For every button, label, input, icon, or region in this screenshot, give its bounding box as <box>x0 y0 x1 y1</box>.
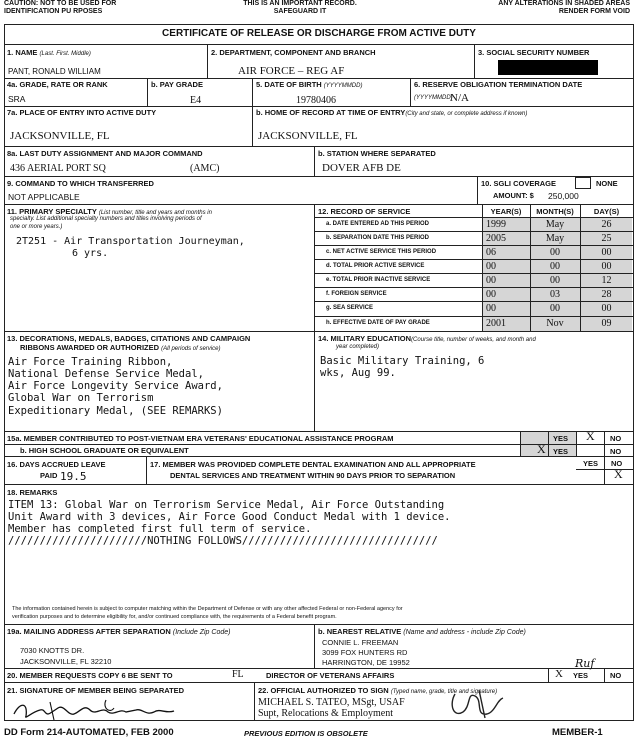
veap-label: 15a. MEMBER CONTRIBUTED TO POST-VIETNAM ERA VETERANS' EDUCATIONAL ASSISTANCE PROGRAM <box>7 434 394 443</box>
ssn-label: 3. SOCIAL SECURITY NUMBER <box>478 48 590 57</box>
official-signature-image <box>445 688 525 720</box>
record-row-year: 00 <box>486 275 496 286</box>
primary-specialty-label: 11. PRIMARY SPECIALTY (List number, title and years and months in <box>7 207 212 216</box>
station-separated-label: b. STATION WHERE SEPARATED <box>318 149 436 158</box>
military-education-line-2: wks, Aug 99. <box>320 367 396 379</box>
record-col-day: DAY(S) <box>593 207 620 216</box>
decoration-line-2: National Defense Service Medal, <box>8 368 204 380</box>
pay-grade-label: b. PAY GRADE <box>151 80 203 89</box>
station-separated-value: DOVER AFB DE <box>322 162 401 174</box>
sgli-none-label: NONE <box>596 179 618 188</box>
command-transferred-value: NOT APPLICABLE <box>8 192 80 202</box>
record-row-year: 00 <box>486 289 496 300</box>
nearest-relative-line-1: CONNIE L. FREEMAN <box>322 638 399 647</box>
command-transferred-label: 9. COMMAND TO WHICH TRANSFERRED <box>7 179 154 188</box>
place-of-entry-value: JACKSONVILLE, FL <box>10 130 110 142</box>
dental-mark[interactable]: X <box>614 467 623 481</box>
sgli-amount-value: 250,000 <box>548 191 579 201</box>
decoration-line-3: Air Force Longevity Service Award, <box>8 380 223 392</box>
record-row-year: 00 <box>486 261 496 272</box>
dob-label: 5. DATE OF BIRTH (YYYYMMDD) <box>256 80 363 89</box>
form-title: CERTIFICATE OF RELEASE OR DISCHARGE FROM ACTIVE DUTY <box>162 28 476 39</box>
place-of-entry-label: 7a. PLACE OF ENTRY INTO ACTIVE DUTY <box>7 108 157 117</box>
record-of-service-label: 12. RECORD OF SERVICE <box>318 207 411 216</box>
decoration-line-5: Expeditionary Medal, (SEE REMARKS) <box>8 405 223 417</box>
alterations-notice: ANY ALTERATIONS IN SHADED AREAS RENDER FORM VOID <box>498 0 630 15</box>
record-row-label: g. SEA SERVICE <box>326 305 374 311</box>
veap-no-label: NO <box>610 434 622 443</box>
record-row-month: 03 <box>550 289 560 300</box>
official-name: MICHAEL S. TATEO, MSgt, USAF <box>258 697 405 708</box>
grade-value: SRA <box>8 94 26 104</box>
record-row-day: 12 <box>601 275 612 286</box>
record-row-month: 00 <box>550 247 560 258</box>
copy6-state: FL <box>232 669 244 680</box>
primary-specialty-hint: specialty. List additional specialty numbers and titles involving periods of <box>10 216 202 222</box>
home-of-record-value: JACKSONVILLE, FL <box>258 130 358 142</box>
record-row-label: d. TOTAL PRIOR ACTIVE SERVICE <box>326 263 425 269</box>
primary-specialty-hint-2: one or more years.) <box>10 224 63 230</box>
copy6-initials: Ruf <box>575 657 595 670</box>
record-row-label: a. DATE ENTERED AD THIS PERIOD <box>326 221 430 227</box>
previous-edition-note: PREVIOUS EDITION IS OBSOLETE <box>244 729 368 738</box>
pay-grade-value: E4 <box>190 95 202 106</box>
department-value: AIR FORCE – REG AF <box>238 65 345 77</box>
mailing-address-label: 19a. MAILING ADDRESS AFTER SEPARATION (Include Zip Code) <box>7 627 231 636</box>
record-row-label: b. SEPARATION DATE THIS PERIOD <box>326 235 430 241</box>
military-education-line-1: Basic Military Training, 6 <box>320 355 485 367</box>
remarks-line-3: Member has completed first full term of service. <box>8 523 312 535</box>
military-education-hint: year completed) <box>336 344 380 350</box>
record-col-month: MONTH(S) <box>536 207 574 216</box>
member-signature-label: 21. SIGNATURE OF MEMBER BEING SEPARATED <box>7 686 185 695</box>
dental-label: 17. MEMBER WAS PROVIDED COMPLETE DENTAL EXAMINATION AND ALL APPROPRIATE <box>150 460 476 469</box>
hs-graduate-mark[interactable]: X <box>537 442 546 456</box>
record-row-month: 00 <box>550 303 560 314</box>
last-duty-command: (AMC) <box>190 163 220 174</box>
record-row-month: May <box>545 219 565 230</box>
remarks-line-1: ITEM 13: Global War on Terrorism Service Medal, Air Force Outstanding <box>8 499 445 511</box>
form-number: DD Form 214-AUTOMATED, FEB 2000 <box>4 727 174 738</box>
record-row-year: 06 <box>486 247 496 258</box>
record-row-day: 00 <box>601 303 612 314</box>
remarks-line-2: Unit Award with 3 devices, Air Force Good Conduct Medal with 1 device. <box>8 511 451 523</box>
record-row-day: 28 <box>601 289 612 300</box>
record-row-year: 2001 <box>486 318 506 329</box>
last-duty-label: 8a. LAST DUTY ASSIGNMENT AND MAJOR COMMAND <box>7 149 203 158</box>
caution-notice: CAUTION: NOT TO BE USED FOR IDENTIFICATION PU RPOSES <box>4 0 117 15</box>
record-row-day: 00 <box>601 261 612 272</box>
copy6-mark[interactable]: X <box>555 668 563 680</box>
official-title: Supt, Relocations & Employment <box>258 708 393 719</box>
copy6-no-label: NO <box>610 671 622 680</box>
dental-no-label: NO <box>611 459 623 468</box>
decoration-line-4: Global War on Terrorism <box>8 392 154 404</box>
record-row-year: 2005 <box>486 233 506 244</box>
record-col-year: YEAR(S) <box>490 207 522 216</box>
decorations-label-2: RIBBONS AWARDED OR AUTHORIZED (All periods of service) <box>20 343 221 352</box>
nearest-relative-label: b. NEAREST RELATIVE (Name and address - include Zip Code) <box>318 627 526 636</box>
copy-designation: MEMBER-1 <box>552 727 603 738</box>
primary-specialty-line-2: 6 yrs. <box>72 248 109 259</box>
hs-graduate-no-label: NO <box>610 447 622 456</box>
sgli-label: 10. SGLI COVERAGE <box>481 179 557 188</box>
reserve-date-value: N/A <box>450 92 469 104</box>
name-label: 1. NAME (Last. First. Middle) <box>7 48 91 57</box>
remarks-line-4: //////////////////////NOTHING FOLLOWS/////////////////////////////// <box>8 535 438 547</box>
name-value: PANT, RONALD WILLIAM <box>8 67 101 76</box>
record-row-label: c. NET ACTIVE SERVICE THIS PERIOD <box>326 249 437 255</box>
copy6-yes-label: YES <box>573 671 589 680</box>
record-row-day: 25 <box>601 233 612 244</box>
decoration-line-1: Air Force Training Ribbon, <box>8 356 173 368</box>
leave-value: 19.5 <box>60 470 87 483</box>
hs-graduate-label: b. HIGH SCHOOL GRADUATE OR EQUIVALENT <box>20 446 189 455</box>
decorations-label: 13. DECORATIONS, MEDALS, BADGES, CITATIONS AND CAMPAIGN <box>7 334 251 343</box>
dental-label-2: DENTAL SERVICES AND TREATMENT WITHIN 90 DAYS PRIOR TO SEPARATION <box>170 471 456 480</box>
record-row-day: 26 <box>601 219 612 230</box>
ssn-redaction <box>498 60 598 75</box>
copy6-label: 20. MEMBER REQUESTS COPY 6 BE SENT TO <box>7 671 173 680</box>
sgli-none-checkbox[interactable] <box>575 177 591 189</box>
nearest-relative-line-2: 3099 FOX HUNTERS RD <box>322 648 408 657</box>
privacy-notice-2: verification purposes and to determine eligibility for, and/or continued compliance with, the requirements of a Federal benefit program. <box>12 614 337 620</box>
grade-label: 4a. GRADE, RATE OR RANK <box>7 80 108 89</box>
official-label: 22. OFFICIAL AUTHORIZED TO SIGN (Typed name, grade, title and signature) <box>258 686 498 695</box>
hs-graduate-yes-label: YES <box>553 447 569 456</box>
dob-value: 19780406 <box>296 95 336 106</box>
record-row-year: 1999 <box>486 219 506 230</box>
mailing-address-line-1: 7030 KNOTTS DR. <box>20 646 85 655</box>
sgli-amount-label: AMOUNT: $ <box>493 191 534 200</box>
department-label: 2. DEPARTMENT, COMPONENT AND BRANCH <box>211 48 376 57</box>
record-row-label: h. EFFECTIVE DATE OF PAY GRADE <box>326 320 430 326</box>
copy6-director-label: DIRECTOR OF VETERANS AFFAIRS <box>266 671 395 680</box>
record-row-label: e. TOTAL PRIOR INACTIVE SERVICE <box>326 277 431 283</box>
record-row-month: 00 <box>550 261 560 272</box>
home-of-record-label: b. HOME OF RECORD AT TIME OF ENTRY(City and state, or complete address if known) <box>256 108 528 117</box>
member-signature-image <box>10 694 200 722</box>
record-row-year: 00 <box>486 303 496 314</box>
leave-label: 16. DAYS ACCRUED LEAVE <box>7 460 106 469</box>
leave-paid-label: PAID <box>40 471 58 480</box>
military-education-label: 14. MILITARY EDUCATION(Course title, number of weeks, and month and <box>318 334 536 343</box>
record-row-day: 09 <box>601 318 612 329</box>
mailing-address-line-2: JACKSONVILLE, FL 32210 <box>20 657 112 666</box>
dental-yes-label: YES <box>583 459 599 468</box>
remarks-label: 18. REMARKS <box>7 488 58 497</box>
record-row-label: f. FOREIGN SERVICE <box>326 291 387 297</box>
record-row-day: 00 <box>601 247 612 258</box>
record-row-month: Nov <box>546 318 564 329</box>
nearest-relative-line-3: HARRINGTON, DE 19952 <box>322 658 410 667</box>
last-duty-unit: 436 AERIAL PORT SQ <box>10 163 106 174</box>
privacy-notice-1: The information contained herein is subject to computer matching within the Department of Defense or with any other affected Federal or non-Federal agency for <box>12 606 403 612</box>
reserve-date-hint: (YYYYMMDD) <box>414 95 453 101</box>
record-row-month: May <box>545 233 565 244</box>
veap-mark[interactable]: X <box>586 429 595 443</box>
important-notice: THIS IS AN IMPORTANT RECORD. SAFEGUARD IT <box>243 0 357 15</box>
reserve-date-label: 6. RESERVE OBLIGATION TERMINATION DATE <box>414 80 583 89</box>
primary-specialty-line-1: 2T251 - Air Transportation Journeyman, <box>16 236 245 247</box>
veap-yes-label: YES <box>553 434 569 443</box>
record-row-month: 00 <box>550 275 560 286</box>
